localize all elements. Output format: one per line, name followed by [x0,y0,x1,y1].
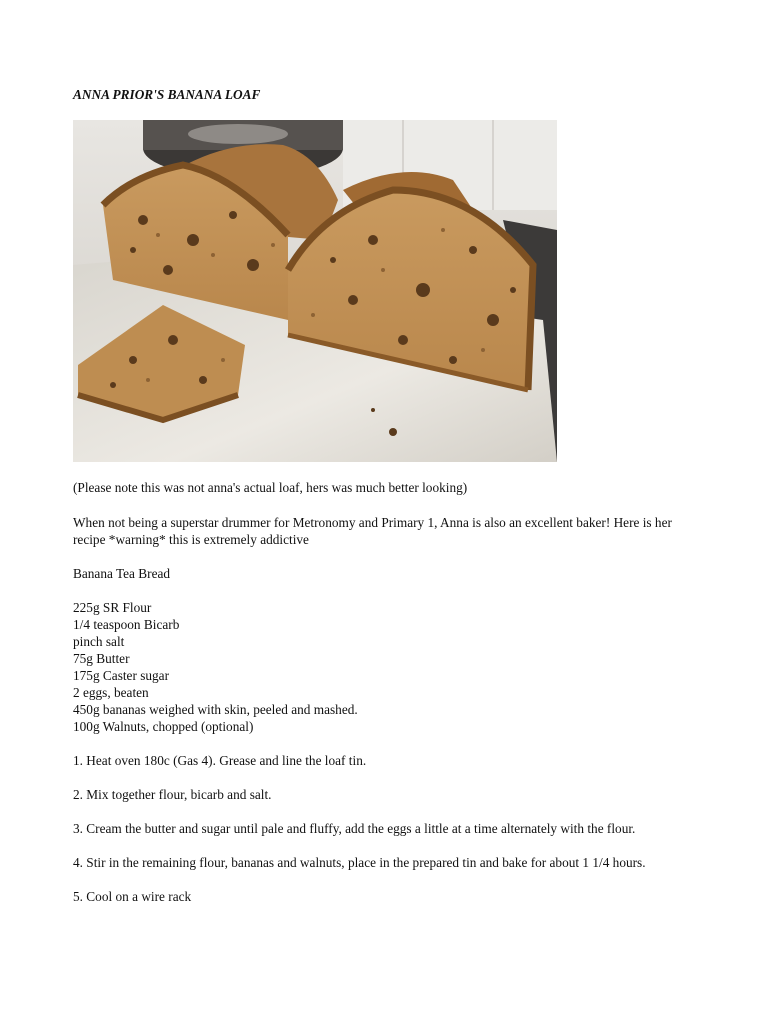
photo-caption: (Please note this was not anna's actual loaf, hers was much better looking) [73,480,468,495]
intro-paragraph: When not being a superstar drummer for Metronomy and Primary 1, Anna is also an excellent baker! Here is her recipe *warning* this is extremely addictive [73,515,672,547]
recipe-title: ANNA PRIOR'S BANANA LOAF [73,87,261,102]
document-page [73,86,703,922]
ingredient-item: 75g Butter [73,651,130,666]
ingredient-item: pinch salt [73,634,125,649]
method-steps [73,752,703,905]
banana-loaf-photo [73,120,557,462]
method-step: 2. Mix together flour, bicarb and salt. [73,787,272,802]
method-step: 4. Stir in the remaining flour, bananas and walnuts, place in the prepared tin and bake for about 1 1/4 hours. [73,855,646,870]
ingredient-list [73,599,703,735]
ingredient-item: 100g Walnuts, chopped (optional) [73,719,254,734]
ingredient-item: 450g bananas weighed with skin, peeled and mashed. [73,702,358,717]
ingredient-item: 225g SR Flour [73,600,152,615]
method-step: 1. Heat oven 180c (Gas 4). Grease and line the loaf tin. [73,753,367,768]
recipe-subtitle: Banana Tea Bread [73,566,171,581]
ingredient-item: 175g Caster sugar [73,668,170,683]
method-step: 3. Cream the butter and sugar until pale and fluffy, add the eggs a little at a time alternately with the flour. [73,821,636,836]
method-step: 5. Cool on a wire rack [73,889,192,904]
ingredient-item: 1/4 teaspoon Bicarb [73,617,180,632]
ingredient-item: 2 eggs, beaten [73,685,149,700]
